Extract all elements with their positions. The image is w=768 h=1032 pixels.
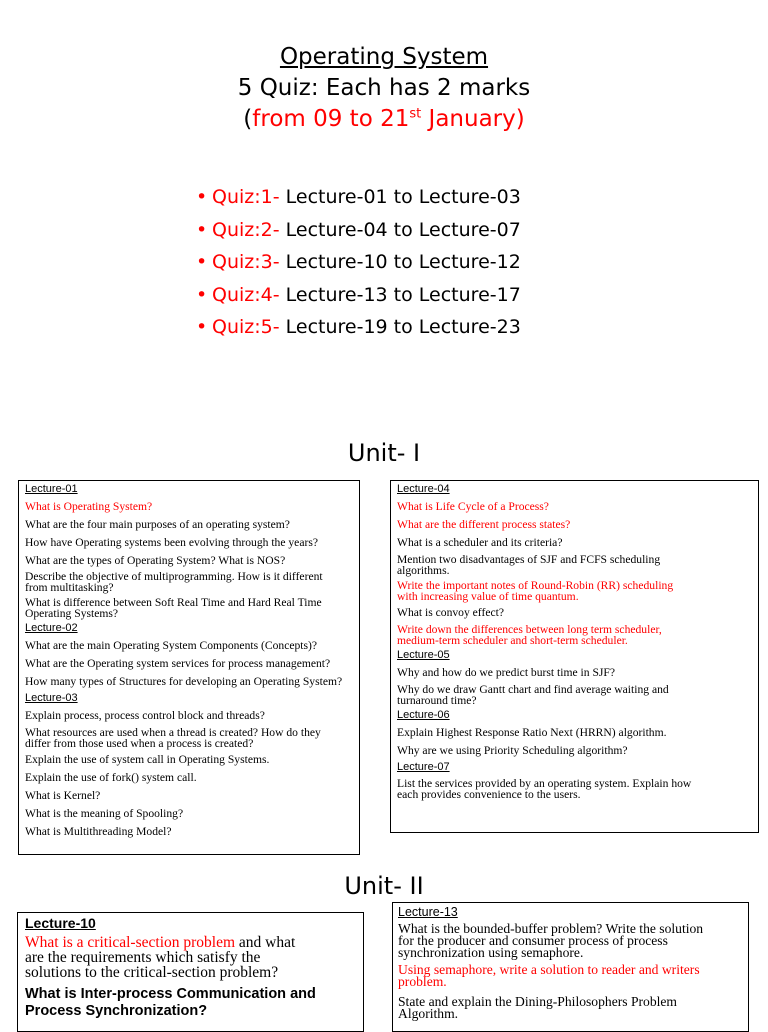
list-item: • Quiz:3- Lecture-10 to Lecture-12 xyxy=(196,246,521,279)
question: What is Kernel? xyxy=(25,789,101,802)
question: are the requirements which satisfy the xyxy=(25,949,261,966)
unit-1-left-box xyxy=(18,480,360,855)
question: List the services provided by an operating system. Explain how xyxy=(397,777,692,790)
unit-1-heading: Unit- I xyxy=(347,439,421,467)
question: State and explain the Dining-Philosophers Problem xyxy=(398,994,678,1009)
question: Process Synchronization? xyxy=(25,1002,208,1019)
question: What is the meaning of Spooling? xyxy=(25,807,184,820)
question: Algorithm. xyxy=(398,1006,459,1021)
bullet-icon: • xyxy=(196,218,208,241)
question: What is difference between Soft Real Time and Hard Real Time xyxy=(25,596,322,609)
question: from multitasking? xyxy=(25,580,114,594)
question: What are the Operating system services for process management? xyxy=(25,657,331,670)
lecture-06-label: Lecture-06 xyxy=(397,709,450,721)
question: Using semaphore, write a solution to reader and writers xyxy=(398,962,700,977)
unit-1-right-box xyxy=(390,480,759,833)
question: What are the different process states? xyxy=(397,518,571,531)
question: What are the four main purposes of an operating system? xyxy=(25,518,290,531)
list-item: • Quiz:1- Lecture-01 to Lecture-03 xyxy=(196,181,521,214)
question: Why and how do we predict burst time in SJF? xyxy=(397,666,615,679)
question: What is a scheduler and its criteria? xyxy=(397,536,563,549)
question: differ from those used when a process is created? xyxy=(25,736,254,750)
unit-2-right-box xyxy=(392,902,749,1032)
page-title: Operating System xyxy=(279,44,489,70)
question: Write the important notes of Round-Robin (RR) scheduling xyxy=(397,579,674,592)
lecture-01-label: Lecture-01 xyxy=(25,483,78,495)
question: What are the types of Operating System? What is NOS? xyxy=(25,554,286,567)
question: What resources are used when a thread is created? How do they xyxy=(25,726,321,739)
quiz-dates: (from 09 to 21st January) xyxy=(243,106,525,132)
page-subtitle: 5 Quiz: Each has 2 marks xyxy=(237,75,531,101)
question: for the producer and consumer process of process xyxy=(398,933,668,948)
question: What is Inter-process Communication and xyxy=(25,986,316,1002)
question: algorithms. xyxy=(397,563,450,577)
lecture-07-label: Lecture-07 xyxy=(397,761,450,773)
question: problem. xyxy=(398,974,447,989)
question: Why do we draw Gantt chart and find average waiting and xyxy=(397,683,669,696)
question: Explain the use of system call in Operating Systems. xyxy=(25,753,270,766)
bullet-icon: • xyxy=(196,251,208,273)
question: synchronization using semaphore. xyxy=(398,945,584,960)
lecture-02-label: Lecture-02 xyxy=(25,622,78,634)
unit-2-heading: Unit- II xyxy=(344,872,424,900)
unit-2-left-box xyxy=(17,912,364,1032)
bullet-icon: • xyxy=(196,316,208,338)
question: Explain Highest Response Ratio Next (HRRN) algorithm. xyxy=(397,726,667,739)
lecture-05-label: Lecture-05 xyxy=(397,649,450,661)
question: turnaround time? xyxy=(397,693,477,707)
question: What is Operating System? xyxy=(25,500,153,513)
question: with increasing value of time quantum. xyxy=(397,589,579,603)
quiz-list xyxy=(196,181,521,344)
question: Explain the use of fork() system call. xyxy=(25,771,197,784)
question: What is Life Cycle of a Process? xyxy=(397,500,549,513)
question: Why are we using Priority Scheduling algorithm? xyxy=(397,744,628,757)
lecture-03-label: Lecture-03 xyxy=(25,692,78,704)
question: Explain process, process control block and threads? xyxy=(25,709,265,722)
question: solutions to the critical-section problem? xyxy=(25,964,279,981)
lecture-10-label: Lecture-10 xyxy=(25,915,96,931)
question: What is the bounded-buffer problem? Write the solution xyxy=(398,921,704,936)
question: Operating Systems? xyxy=(25,606,119,620)
list-item: • Quiz:5- Lecture-19 to Lecture-23 xyxy=(196,311,521,344)
bullet-icon: • xyxy=(196,283,208,306)
list-item: • Quiz:2- Lecture-04 to Lecture-07 xyxy=(196,214,521,247)
question: What is Multithreading Model? xyxy=(25,825,172,838)
question: medium-term scheduler and short-term scheduler. xyxy=(397,633,628,647)
question: each provides convenience to the users. xyxy=(397,787,581,801)
lecture-13-label: Lecture-13 xyxy=(398,905,458,919)
question: Describe the objective of multiprogramming. How is it different xyxy=(25,570,323,583)
question: What are the main Operating System Components (Concepts)? xyxy=(25,639,318,652)
question: Mention two disadvantages of SJF and FCFS scheduling xyxy=(397,553,661,566)
question: Write down the differences between long term scheduler, xyxy=(397,623,662,636)
question: What is convoy effect? xyxy=(397,606,504,619)
lecture-04-label: Lecture-04 xyxy=(397,483,450,495)
question: How have Operating systems been evolving through the years? xyxy=(25,536,318,549)
bullet-icon: • xyxy=(196,186,208,208)
list-item: • Quiz:4- Lecture-13 to Lecture-17 xyxy=(196,279,521,312)
question: How many types of Structures for developing an Operating System? xyxy=(25,675,343,688)
question: What is a critical-section problem and what xyxy=(25,934,296,951)
